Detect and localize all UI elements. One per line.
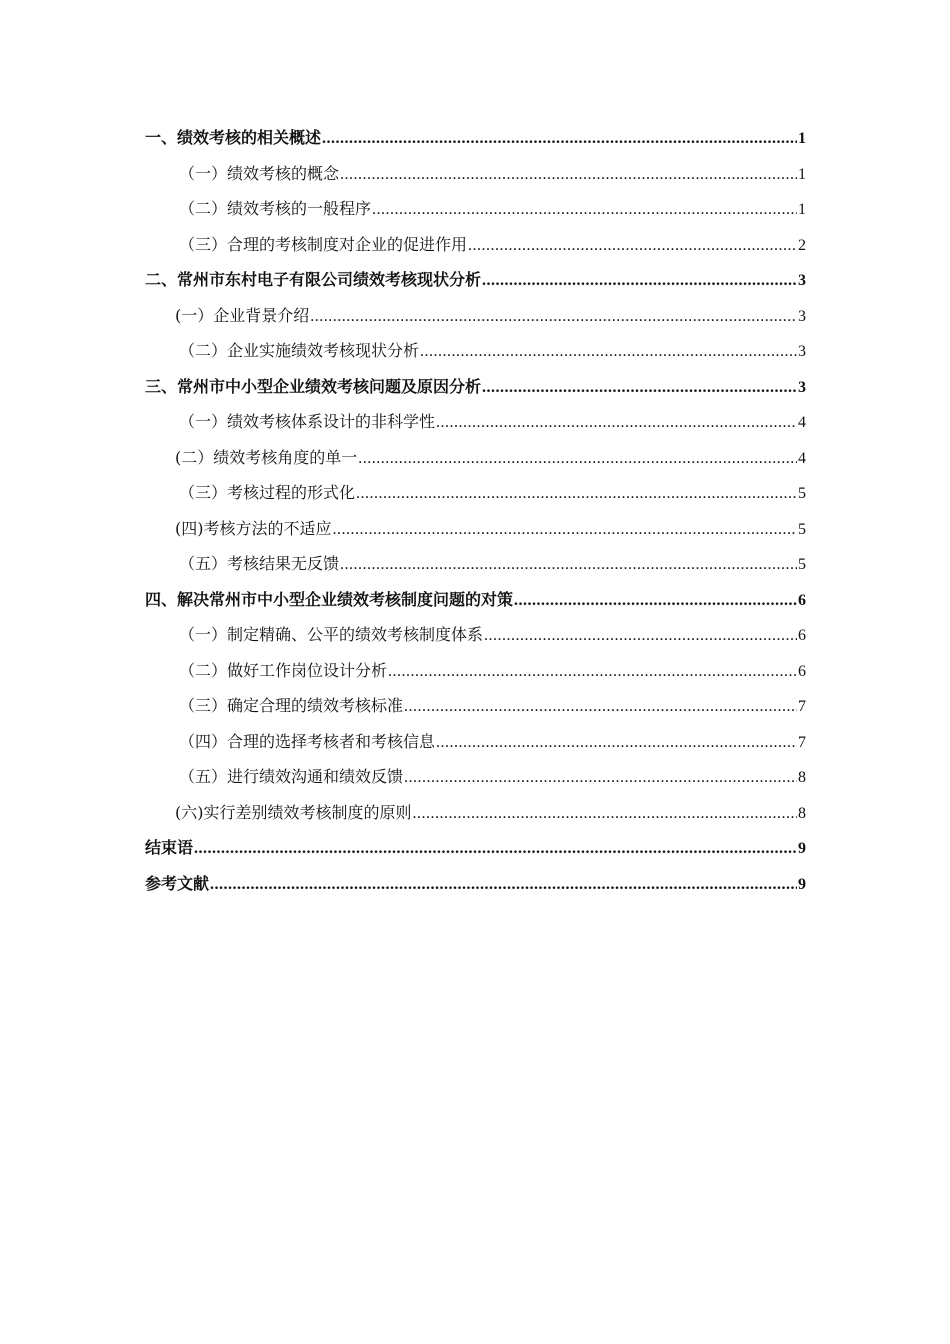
toc-entry-title: （三）考核过程的形式化: [179, 483, 356, 502]
toc-entry[interactable]: [145, 546, 806, 582]
toc-entry[interactable]: [145, 156, 806, 192]
table-of-contents: [145, 120, 806, 901]
toc-dot-leader: [514, 583, 797, 619]
toc-entry[interactable]: [145, 333, 806, 369]
toc-entry-title: （一）绩效考核的概念: [179, 163, 340, 183]
toc-entry[interactable]: [145, 688, 806, 724]
toc-page-number: 3: [798, 272, 806, 289]
toc-entry-title: (四)考核方法的不适应: [175, 518, 332, 538]
toc-page-number: 5: [798, 485, 806, 502]
toc-page-number: 3: [798, 307, 806, 325]
toc-page-number: 8: [798, 804, 806, 822]
toc-entry-title: (二）绩效考核角度的单一: [175, 447, 358, 467]
toc-entry[interactable]: [145, 511, 806, 547]
toc-page-number: 4: [798, 414, 806, 431]
toc-entry[interactable]: [145, 795, 806, 831]
toc-entry[interactable]: [145, 866, 806, 902]
toc-page-number: 7: [798, 733, 806, 751]
toc-entry[interactable]: [145, 227, 806, 263]
toc-entry-title: (六)实行差别绩效考核制度的原则: [175, 802, 412, 822]
toc-entry[interactable]: [145, 298, 806, 334]
toc-dot-leader: [482, 263, 797, 299]
toc-page-number: 3: [798, 343, 806, 360]
toc-dot-leader: [484, 618, 797, 654]
toc-page-number: 9: [798, 840, 806, 857]
toc-dot-leader: [340, 547, 797, 583]
toc-entry-title: （四）合理的选择考核者和考核信息: [179, 731, 436, 751]
toc-page-number: 3: [798, 378, 806, 396]
toc-entry[interactable]: [145, 440, 806, 476]
toc-entry-title: （一）制定精确、公平的绩效考核制度体系: [179, 625, 484, 644]
toc-entry[interactable]: [145, 724, 806, 760]
toc-dot-leader: [194, 831, 797, 867]
toc-dot-leader: [388, 654, 797, 690]
toc-entry[interactable]: [145, 759, 806, 795]
toc-page-number: 6: [798, 627, 806, 644]
toc-entry-title: 四、解决常州市中小型企业绩效考核制度问题的对策: [145, 589, 514, 609]
toc-entry-title: 二、常州市东村电子有限公司绩效考核现状分析: [145, 270, 482, 289]
toc-entry-title: （三）确定合理的绩效考核标准: [179, 696, 404, 715]
toc-page-number: 1: [798, 165, 806, 183]
toc-dot-leader: [482, 370, 797, 406]
toc-dot-leader: [358, 441, 797, 477]
toc-entry-title: （二）做好工作岗位设计分析: [179, 660, 388, 680]
toc-dot-leader: [333, 512, 798, 548]
toc-page-number: 1: [798, 130, 806, 147]
toc-entry[interactable]: [145, 653, 806, 689]
toc-dot-leader: [420, 334, 797, 370]
toc-entry-title: 结束语: [145, 838, 194, 857]
toc-entry[interactable]: [145, 475, 806, 511]
toc-dot-leader: [322, 121, 797, 157]
toc-entry[interactable]: [145, 191, 806, 227]
toc-entry[interactable]: [145, 830, 806, 866]
toc-entry[interactable]: [145, 404, 806, 440]
toc-entry[interactable]: [145, 617, 806, 653]
toc-page-number: 5: [798, 556, 806, 573]
toc-page-number: 7: [798, 698, 806, 715]
toc-entry-title: 参考文献: [145, 873, 210, 893]
toc-entry-title: （三）合理的考核制度对企业的促进作用: [179, 234, 468, 254]
toc-dot-leader: [356, 476, 797, 512]
toc-dot-leader: [468, 228, 797, 264]
toc-page-number: 6: [798, 591, 806, 609]
toc-dot-leader: [436, 405, 797, 441]
toc-entry-title: （二）企业实施绩效考核现状分析: [179, 341, 420, 360]
toc-page-number: 2: [798, 236, 806, 254]
toc-page-number: 8: [798, 769, 806, 786]
toc-dot-leader: [404, 689, 797, 725]
toc-entry-title: (一）企业背景介绍: [175, 305, 310, 325]
toc-page-number: 5: [798, 520, 806, 538]
toc-dot-leader: [404, 760, 797, 796]
toc-entry-title: 一、绩效考核的相关概述: [145, 128, 322, 147]
toc-page-number: 6: [798, 662, 806, 680]
toc-entry-title: （二）绩效考核的一般程序: [179, 199, 372, 218]
toc-dot-leader: [310, 299, 797, 335]
toc-dot-leader: [340, 157, 797, 193]
toc-dot-leader: [210, 867, 797, 903]
toc-dot-leader: [436, 725, 797, 761]
toc-entry[interactable]: [145, 582, 806, 618]
toc-entry-title: （五）考核结果无反馈: [179, 554, 340, 573]
toc-entry-title: （五）进行绩效沟通和绩效反馈: [179, 767, 404, 786]
toc-dot-leader: [413, 796, 798, 832]
toc-entry[interactable]: [145, 120, 806, 156]
toc-page-number: 9: [798, 875, 806, 893]
toc-entry-title: 三、常州市中小型企业绩效考核问题及原因分析: [145, 376, 482, 396]
toc-dot-leader: [372, 192, 797, 228]
toc-entry[interactable]: [145, 262, 806, 298]
toc-entry-title: （一）绩效考核体系设计的非科学性: [179, 412, 436, 431]
toc-page-number: 1: [798, 201, 806, 218]
toc-page-number: 4: [798, 449, 806, 467]
toc-entry[interactable]: [145, 369, 806, 405]
